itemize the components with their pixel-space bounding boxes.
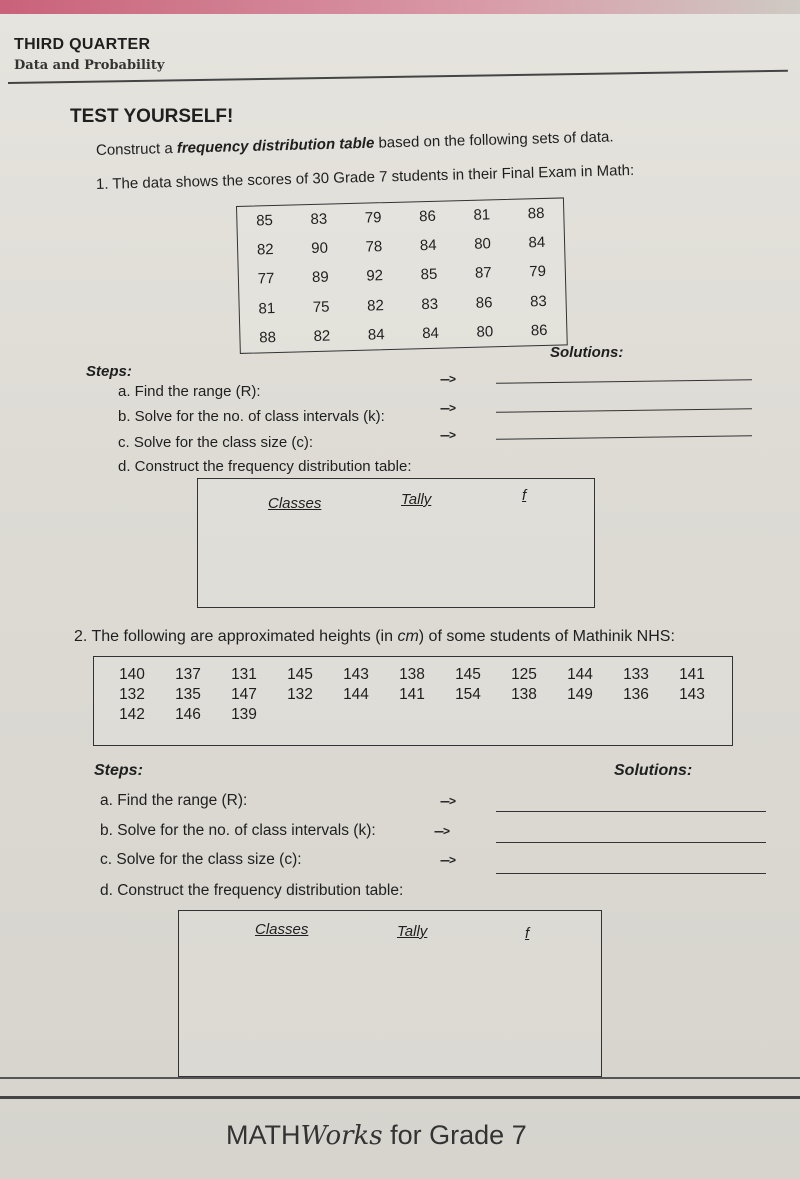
problem1-data-cell: 90 — [311, 239, 329, 258]
problem1-step-a: a. Find the range (R): — [118, 383, 261, 400]
problem2-data-box — [93, 656, 733, 746]
topic-heading: Data and Probability — [14, 58, 165, 73]
problem1-data-cell: 77 — [257, 270, 275, 288]
problem2-data-cell: 149 — [567, 686, 593, 703]
problem1-data-cell: 92 — [366, 267, 384, 286]
problem1-data-cell: 87 — [474, 264, 492, 283]
problem2-data-cell — [608, 705, 664, 725]
problem2-data-cell — [496, 705, 552, 725]
problem2-data-cell: 133 — [623, 666, 649, 683]
problem1-data-cell: 79 — [529, 263, 547, 281]
problem2-data-cell: 142 — [119, 706, 145, 723]
footer-works-script: Works — [300, 1121, 383, 1151]
problem1-data-cell: 82 — [256, 241, 274, 259]
problem1-data-cell: 86 — [475, 293, 493, 312]
problem2-data-cell: 137 — [175, 666, 201, 683]
problem1-data-cell: 80 — [473, 235, 492, 254]
problem2-arrow-b: ---> — [434, 824, 449, 838]
problem1-data-cell: 86 — [530, 321, 548, 340]
problem2-solutions-label: Solutions: — [614, 762, 693, 779]
problem1-data-cell: 84 — [367, 326, 385, 344]
problem2-data-cell: 138 — [511, 686, 537, 703]
problem2-data-cell: 132 — [119, 686, 145, 703]
problem2-arrow-a: ---> — [440, 794, 455, 808]
problem2-data-cell: 145 — [287, 666, 313, 683]
problem2-f-header: f — [525, 925, 530, 942]
problem1-arrow-b: ---> — [440, 401, 455, 415]
problem1-answer-line-a[interactable] — [496, 379, 752, 384]
problem1-data-cell: 84 — [528, 234, 546, 252]
problem1-arrow-c: ---> — [440, 428, 455, 442]
problem2-data-cell: 141 — [399, 686, 425, 703]
problem2-data-cell: 131 — [231, 666, 257, 683]
problem2-data-cell: 132 — [287, 686, 313, 703]
problem1-data-cell: 78 — [365, 238, 383, 256]
problem1-data-cell: 82 — [313, 327, 331, 345]
problem2-data-cell — [384, 705, 440, 725]
problem2-tally-header: Tally — [397, 923, 428, 940]
footer-divider-bottom — [0, 1096, 800, 1099]
problem2-data-row — [104, 705, 720, 725]
problem1-answer-line-b[interactable] — [496, 408, 752, 413]
problem2-data-cell — [552, 705, 608, 725]
problem2-step-d: d. Construct the frequency distribution table: — [100, 882, 404, 899]
problem2-data-cell: 140 — [119, 666, 145, 683]
problem1-tally-header: Tally — [401, 491, 432, 508]
problem2-data-cell: 144 — [343, 686, 369, 703]
problem1-data-cell: 85 — [420, 266, 438, 284]
problem2-data-cell — [272, 705, 328, 725]
problem2-data-cell: 154 — [455, 686, 481, 703]
quarter-heading: THIRD QUARTER — [14, 36, 151, 53]
problem1-data-cell: 81 — [258, 299, 276, 318]
problem1-step-d: d. Construct the frequency distribution table: — [118, 458, 412, 475]
problem2-arrow-c: ---> — [440, 853, 455, 867]
problem2-answer-line-c[interactable] — [496, 873, 766, 874]
problem2-data-cell: 145 — [455, 666, 481, 683]
problem2-data-cell — [328, 705, 384, 725]
problem1-steps-label: Steps: — [86, 363, 132, 380]
problem2-fdt-box[interactable] — [178, 910, 602, 1077]
problem1-fdt-box[interactable] — [197, 478, 595, 608]
problem1-data-cell: 83 — [310, 210, 328, 229]
problem2-data-cell — [664, 705, 720, 725]
problem2-data-cell: 143 — [679, 686, 705, 703]
problem2-steps-label: Steps: — [94, 762, 143, 779]
problem1-answer-line-c[interactable] — [496, 435, 752, 440]
problem2-data-cell — [440, 705, 496, 725]
problem2-step-b: b. Solve for the no. of class intervals (k): — [100, 822, 376, 839]
problem2-data-table — [104, 665, 720, 725]
problem1-data-cell: 81 — [473, 206, 491, 224]
problem1-data-cell: 83 — [529, 292, 547, 310]
problem2-step-a: a. Find the range (R): — [100, 792, 248, 809]
problem1-data-cell: 75 — [312, 298, 330, 316]
problem1-solutions-label: Solutions: — [550, 344, 624, 361]
problem1-data-cell: 88 — [259, 328, 277, 347]
problem1-data-cell: 89 — [311, 269, 329, 287]
page-title: TEST YOURSELF! — [70, 106, 234, 127]
instruction-emphasis: frequency distribution table — [176, 134, 375, 157]
problem2-step-c: c. Solve for the class size (c): — [100, 851, 302, 868]
problem2-data-cell: 144 — [567, 666, 593, 683]
problem2-data-cell: 135 — [175, 686, 201, 703]
problem1-data-cell: 84 — [419, 237, 437, 255]
problem1-f-header: f — [522, 487, 527, 504]
problem1-data-box — [236, 197, 568, 354]
problem2-data-row — [104, 665, 720, 685]
problem2-data-row — [104, 685, 720, 705]
problem1-step-c: c. Solve for the class size (c): — [118, 434, 314, 451]
problem1-arrow-a: ---> — [440, 372, 455, 386]
problem2-data-cell: 136 — [623, 686, 649, 703]
instruction: Construct a frequency distribution table based on the following sets of data. — [95, 128, 614, 159]
problem2-answer-line-a[interactable] — [496, 811, 766, 812]
problem2-data-cell: 147 — [231, 686, 257, 703]
problem2-classes-header: Classes — [255, 921, 309, 938]
problem1-data-cell: 86 — [418, 207, 437, 226]
problem2-data-cell: 125 — [511, 666, 537, 683]
book-edge — [0, 0, 800, 14]
problem2-prompt: 2. The following are approximated heights (in cm) of some students of Mathinik NHS: — [74, 628, 675, 645]
problem2-data-cell: 146 — [175, 706, 201, 723]
problem1-prompt: 1. The data shows the scores of 30 Grade 7 students in their Final Exam in Math: — [95, 161, 635, 193]
problem1-data-cell: 80 — [476, 323, 494, 341]
problem1-classes-header: Classes — [268, 495, 322, 512]
problem1-data-cell: 79 — [364, 209, 382, 227]
problem1-data-cell: 84 — [421, 324, 440, 343]
problem1-step-b: b. Solve for the no. of class intervals (k): — [118, 408, 385, 425]
problem2-data-cell: 141 — [679, 666, 705, 683]
book-title-footer: MATHWorks for Grade 7 — [226, 1120, 527, 1151]
problem2-data-cell: 139 — [231, 706, 257, 723]
problem1-data-table — [237, 198, 567, 352]
problem1-data-cell: 88 — [527, 205, 545, 223]
footer-divider-top — [0, 1077, 800, 1079]
problem2-data-cell: 143 — [343, 666, 369, 683]
problem2-data-cell: 138 — [399, 666, 425, 683]
problem1-data-cell: 85 — [255, 212, 274, 230]
problem1-data-cell: 83 — [421, 295, 439, 313]
problem2-answer-line-b[interactable] — [496, 842, 766, 843]
problem1-data-cell: 82 — [366, 296, 385, 315]
